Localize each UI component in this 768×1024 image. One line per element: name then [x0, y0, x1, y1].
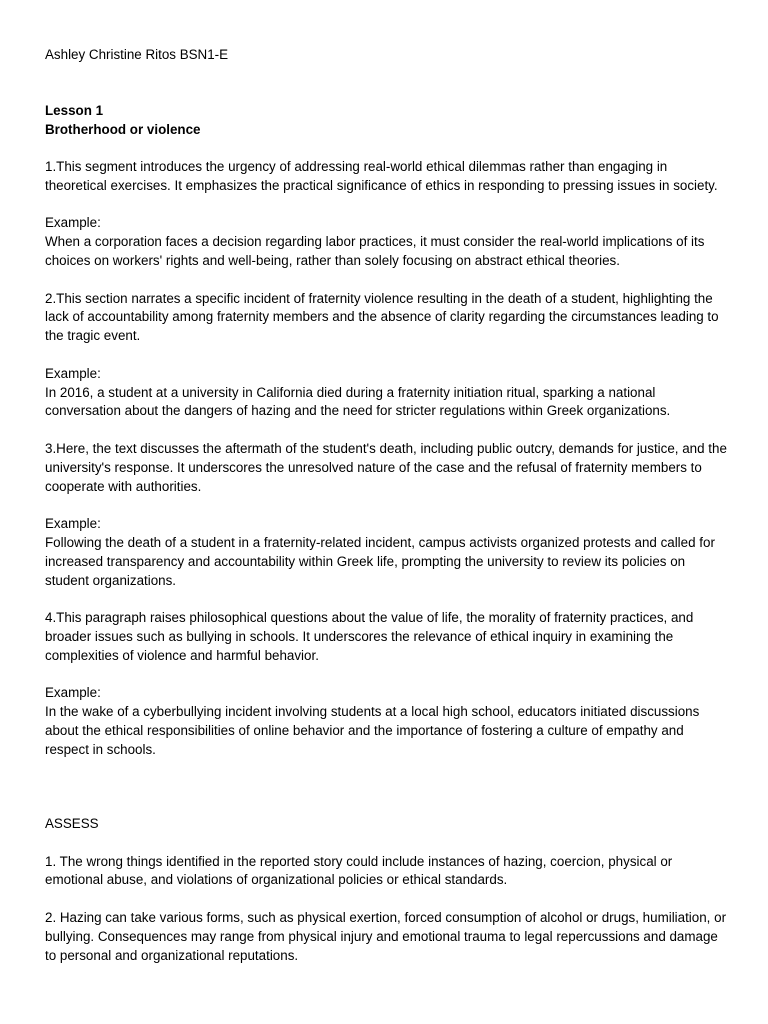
lesson-header — [45, 102, 728, 140]
assess-section — [45, 815, 728, 984]
section-1-text: 1.This segment introduces the urgency of addressing real-world ethical dilemmas rather than engaging in theoretical exercises. It emphasizes the practical significance of ethics in responding to pressing issues in society. — [45, 159, 718, 193]
assess-heading: ASSESS — [45, 816, 99, 831]
section-2-text: 2.This section narrates a specific incident of fraternity violence resulting in the death of a student, highlighting the lack of accountability among fraternity members and the absence of clarity regarding the circumstances leading to the tragic event. — [45, 290, 719, 344]
section-3-example: Following the death of a student in a fraternity-related incident, campus activists organized protests and called for increased transparency and accountability within Greek life, prompting the university to review its policies on student organizations. — [45, 534, 715, 588]
assess-item-2: 2. Hazing can take various forms, such as physical exertion, forced consumption of alcohol or drugs, humiliation, or bullying. Consequences may range from physical injury and emotional trauma to legal repercussions and damage to personal and organizational reputations. — [45, 909, 727, 963]
section-1-example-label: Example: — [45, 215, 101, 231]
section-1-example: When a corporation faces a decision regarding labor practices, it must consider the real-world implications of its choices on workers' rights and well-being, rather than solely focusing on abstract ethical theories. — [45, 234, 705, 268]
lesson-content — [45, 158, 728, 778]
lesson-title: Brotherhood or violence — [45, 121, 201, 137]
author-line: Ashley Christine Ritos BSN1-E — [45, 47, 229, 62]
section-2-example-label: Example: — [45, 365, 101, 381]
section-4-example: In the wake of a cyberbullying incident involving students at a local high school, educators initiated discussions about the ethical responsibilities of online behavior and the importance of fostering a culture of empathy and respect in schools. — [45, 704, 700, 757]
section-2-example: In 2016, a student at a university in California died during a fraternity initiation ritual, sparking a national conversation about the dangers of hazing and the need for stricter regulations within Greek organizations. — [45, 384, 671, 419]
section-4-text: 4.This paragraph raises philosophical questions about the value of life, the morality of fraternity practices, and broader issues such as bullying in schools. It underscores the relevance of ethical inquiry in examining the complexities of violence and harmful behavior. — [45, 610, 694, 663]
assess-item-1: 1. The wrong things identified in the reported story could include instances of hazing, coercion, physical or emotional abuse, and violations of organizational policies or ethical standards. — [45, 853, 673, 888]
section-3-text: 3.Here, the text discusses the aftermath of the student's death, including public outcry, demands for justice, and the university's response. It underscores the unresolved nature of the case and the refusal of fraternity members to cooperate with authorities. — [45, 440, 727, 494]
section-3-example-label: Example: — [45, 516, 101, 532]
lesson-number: Lesson 1 — [45, 103, 104, 118]
section-4-example-label: Example: — [45, 685, 101, 701]
